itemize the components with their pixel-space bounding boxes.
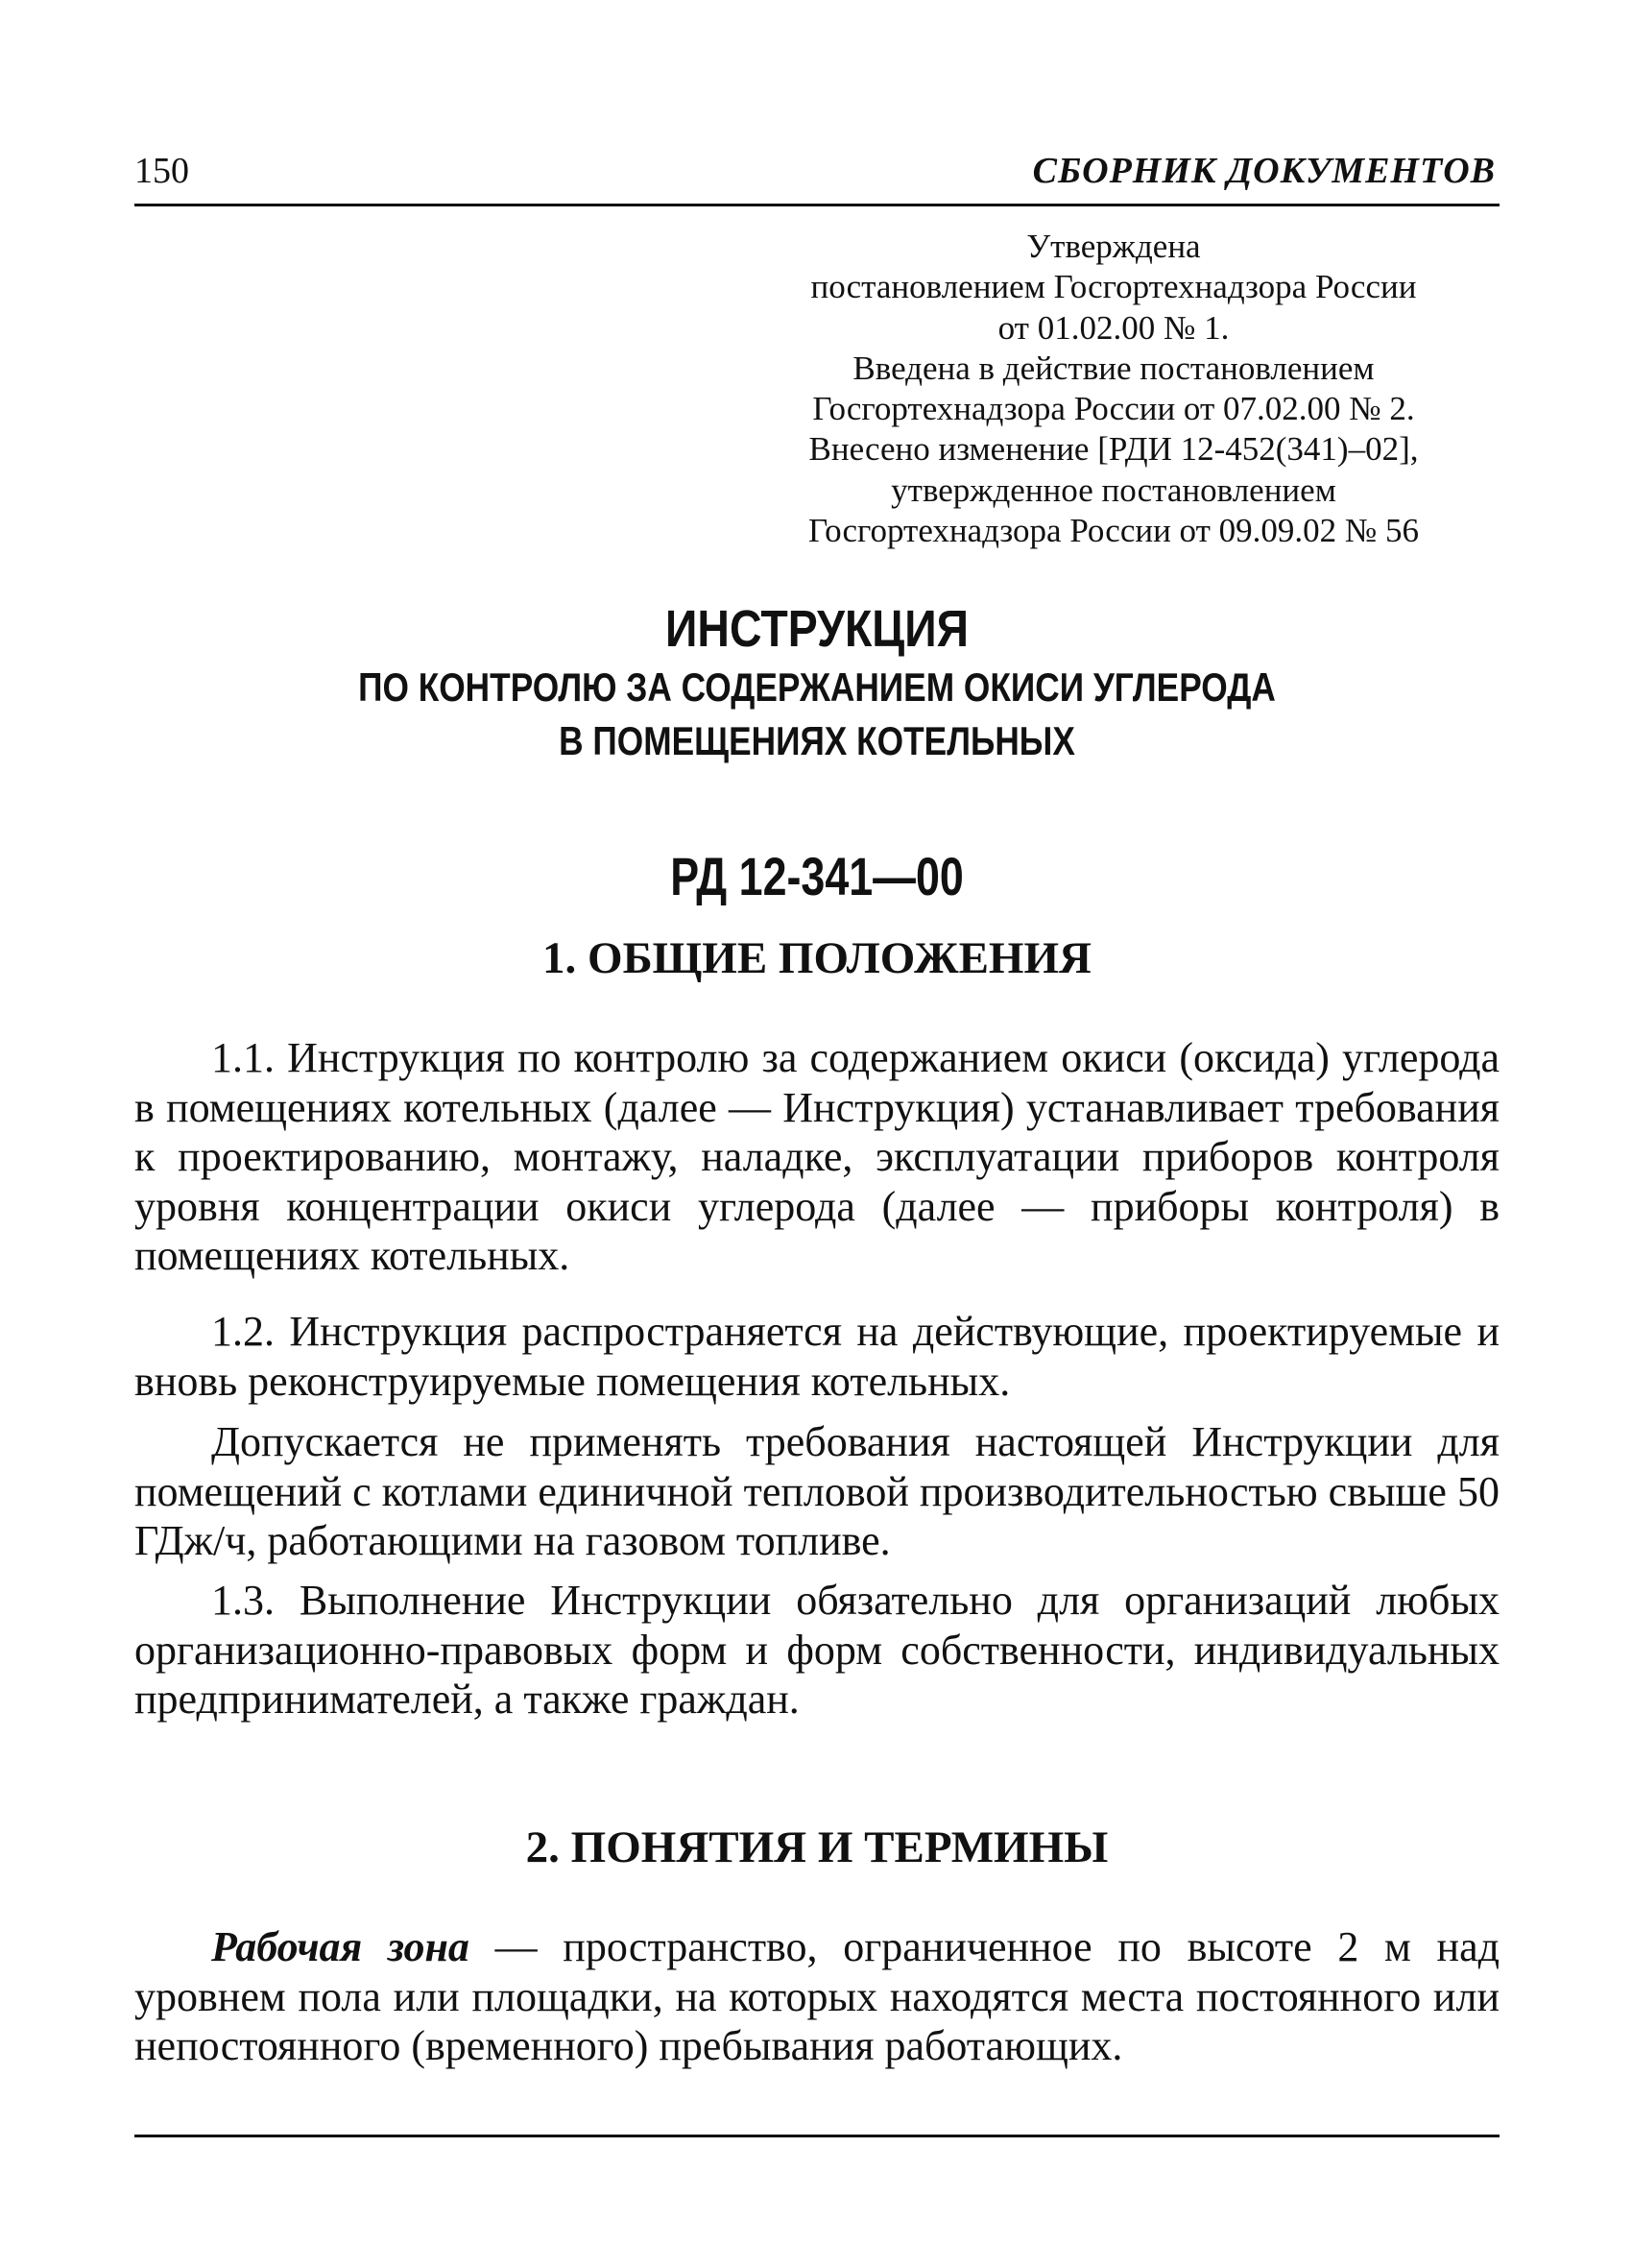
document-title-block [134, 597, 1500, 768]
approval-line: Введена в действие постановлением [852, 349, 1375, 387]
approval-line: Госгортехнадзора России от 07.02.00 № 2. [812, 390, 1415, 428]
term-definition: — пространство, ограниченное по высоте 2 м над уровнем пола или площадки, на которых находятся места постоянного или непостоянного (временного) пребывания работающих. [134, 1923, 1500, 2069]
running-title: СБОРНИК ДОКУМЕНТОВ [1032, 151, 1496, 191]
paragraph-1-2: 1.2. Инструкция распространяется на действующие, проектируемые и вновь реконструируемые помещения котельных. [134, 1308, 1500, 1405]
approval-line: Внесено изменение [РДИ 12-452(341)–02], [808, 430, 1419, 469]
document-code: РД 12-341—00 [670, 846, 964, 906]
paragraph-1-3: 1.3. Выполнение Инструкции обязательно для организаций любых организационно-правовых форм и форм собственности, индивидуальных предпринимателей, а также граждан. [134, 1577, 1500, 1723]
section-1-heading: 1. ОБЩИЕ ПОЛОЖЕНИЯ [542, 933, 1092, 983]
page-number: 150 [134, 151, 189, 191]
footer-rule [134, 2135, 1500, 2137]
document-subtitle-line: ПО КОНТРОЛЮ ЗА СОДЕРЖАНИЕМ ОКИСИ УГЛЕРОДА [358, 664, 1276, 710]
approval-line: Госгортехнадзора России от 09.09.02 № 56 [807, 512, 1420, 550]
approval-line: от 01.02.00 № 1. [997, 308, 1230, 347]
definition-paragraph [134, 1922, 1500, 2071]
approval-line: утвержденное постановлением [891, 470, 1336, 509]
term-working-zone: Рабочая зона [211, 1923, 469, 1970]
running-header [134, 146, 1500, 206]
approval-line: постановлением Госгортехнадзора России [810, 268, 1417, 306]
document-subtitle-line: В ПОМЕЩЕНИЯХ КОТЕЛЬНЫХ [559, 718, 1075, 763]
section-2-heading: 2. ПОНЯТИЯ И ТЕРМИНЫ [525, 1822, 1109, 1872]
document-title: ИНСТРУКЦИЯ [665, 600, 969, 658]
paragraph-1-1: 1.1. Инструкция по контролю за содержанием окиси (оксида) углерода в помещениях котельных (далее — Инструкция) устанавливает требования к проектированию, монтажу, наладке, эксплуатации приборов контроля уровня концентрации окиси углерода (далее — приборы контроля) в помещениях котельных. [134, 1034, 1500, 1279]
approval-line: Утверждена [1026, 228, 1201, 265]
paragraph-1-2-exception: Допускается не применять требования настоящей Инструкции для помещений с котлами единичной тепловой производительностью свыше 50 ГДж/ч, работающими на газовом топливе. [134, 1418, 1500, 1564]
approval-block [710, 227, 1517, 551]
